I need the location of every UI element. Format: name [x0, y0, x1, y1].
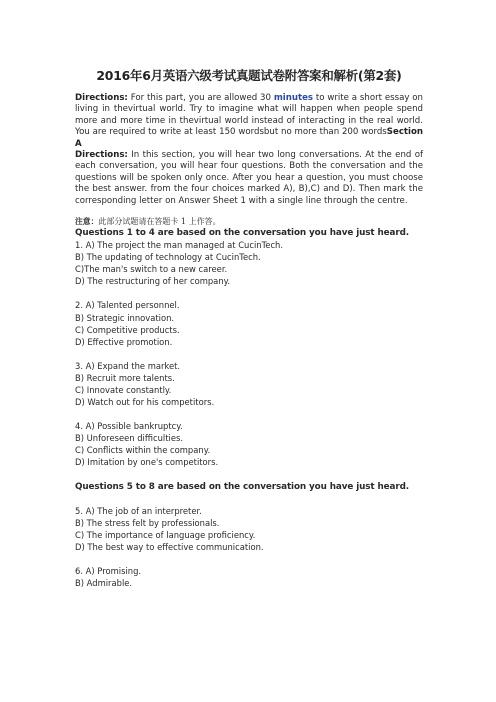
q2-option-d: D) Effective promotion. [75, 336, 173, 347]
q4-option-a: 4. A) Possible bankruptcy. [75, 421, 183, 432]
q6-option-a: 6. A) Promising. [75, 565, 142, 576]
q6-option-b: B) Admirable. [75, 578, 133, 589]
q3-option-d: D) Watch out for his competitors. [75, 397, 215, 408]
writing-directions [75, 93, 423, 150]
q1-option-d: D) The restructuring of her company. [75, 276, 231, 287]
minutes-highlight: minutes [273, 93, 314, 103]
q4-option-d: D) Imitation by one's competitors. [75, 457, 219, 468]
q5-option-c: C) The importance of language proficiency. [75, 529, 256, 540]
note-text: 此部分试题请在答题卡 1 上作答。 [98, 217, 221, 227]
section-a-label: Section A [75, 127, 423, 149]
directions-text-a: For this part, you are allowed 30 [127, 93, 274, 103]
q5-option-d: D) The best way to effective communication. [75, 541, 264, 552]
note-line [75, 216, 423, 227]
note-label: 注意： [75, 217, 99, 227]
listening-directions-label: Directions: [75, 150, 128, 161]
q1-option-c: C)The man's switch to a new career. [75, 264, 228, 275]
q3-option-b: B) Recruit more talents. [75, 372, 175, 383]
group2-heading: Questions 5 to 8 are based on the conversation you have just heard. [75, 481, 410, 492]
document-title: 2016年6月英语六级考试真题试卷附答案和解析(第2套) [96, 68, 402, 83]
q5-option-b: B) The stress felt by professionals. [75, 517, 220, 528]
group1-heading: Questions 1 to 4 are based on the conversation you have just heard. [75, 228, 410, 239]
q5-option-a: 5. A) The job of an interpreter. [75, 505, 202, 516]
listening-directions-text: In this section, you will hear two long conversations. At the end of each conversation, you will hear four questions. Both the conversation and the questions will be spoken only once. After you hear a question, you must choose the best answer. from the four choices marked A), B),C) and D). Then mark the corresponding letter on Answer Sheet 1 with a single line through the centre. [75, 150, 423, 206]
listening-directions [75, 150, 423, 207]
directions-label: Directions: [75, 93, 128, 103]
q2-option-c: C) Competitive products. [75, 324, 180, 335]
q3-option-a: 3. A) Expand the market. [75, 360, 181, 371]
directions-text-b: to write a short essay on living in thevirtual world. Try to imagine what will happen when people spend more and more time in thevirtual world instead of interacting in the real world. You are required to write at least 150 wordsbut no more than 200 words [75, 93, 424, 138]
q2-option-b: B) Strategic innovation. [75, 312, 175, 323]
q1-option-a: 1. A) The project the man managed at CucinTech. [75, 240, 284, 251]
q1-option-b: B) The updating of technology at CucinTech. [75, 252, 261, 263]
document-page [75, 66, 423, 589]
q4-option-c: C) Conflicts within the company. [75, 445, 211, 456]
q3-option-c: C) Innovate constantly. [75, 385, 172, 395]
q2-option-a: 2. A) Talented personnel. [75, 300, 180, 311]
q4-option-b: B) Unforeseen difficulties. [75, 433, 184, 444]
